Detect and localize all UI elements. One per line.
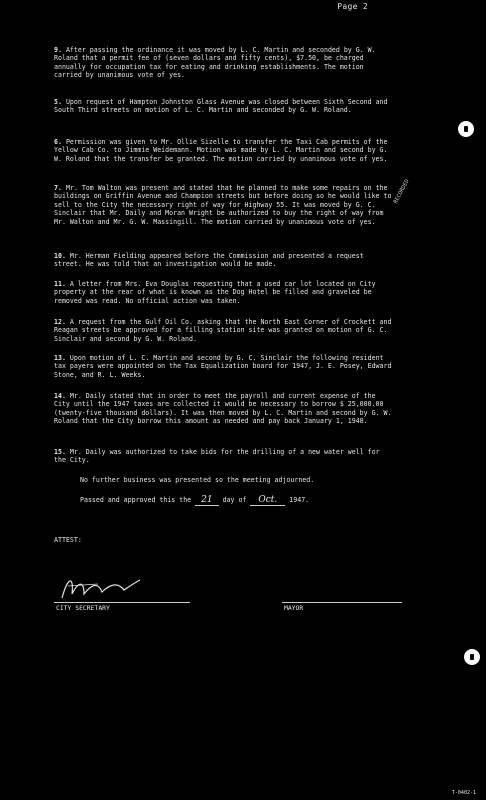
- handwritten-month: Oct.: [250, 495, 285, 506]
- corner-code: T-0402-1: [451, 790, 476, 796]
- side-stamp: RECORDED: [393, 178, 411, 205]
- passed-approved-line: Passed and approved this the 21 day of Oct. 1947.: [80, 495, 310, 505]
- paragraph-5: 5. Upon request of Hampton Johnston Glass Avenue was closed between Sixth Second and South Third streets on motion of L. C. Martin and seconded by G. W. Roland.: [54, 98, 388, 115]
- paragraph-7: 7. Mr. Tom Walton was present and stated that he planned to make some repairs on the buildings on Griffin Avenue and Champion streets but before doing so he would like to sell to the City the necessary right of way for Highway 55. It was moved by G. C. Sinclair that Mr. Daily and Moran Wright be authorized to buy the right of way from Mr. Walton and Mr. G. W. Massingill. The motion carried by unanimous vote of yes.: [54, 184, 392, 226]
- page-number: Page 2: [337, 2, 368, 11]
- attest-label: ATTEST:: [54, 536, 82, 544]
- paragraph-13: 13. Upon motion of L. C. Martin and second by G. C. Sinclair the following resident tax payers were appointed on the Tax Equalization board for 1947, J. E. Posey, Edward Stone, and R. L. Weeks.: [54, 354, 392, 379]
- secretary-signature-line: [54, 602, 190, 603]
- paragraph-14: 14. Mr. Daily stated that in order to meet the payroll and current expense of the City until the 1947 taxes are collected it would be necessary to borrow $ 25,000.00 (twenty-five thousand dollars). It was then moved by L. C. Martin and second by G. W. Roland that the City borrow this amount as needed and pay back January 1, 1948.: [54, 392, 392, 426]
- handwritten-signature: [58, 572, 144, 604]
- paragraph-12: 12. A request from the Gulf Oil Co. asking that the North East Corner of Crockett and Reagan streets be approved for a filling station site was granted on motion of G. C. Sinclair and second by G. W. Roland.: [54, 318, 392, 343]
- mayor-signature-line: [282, 602, 402, 603]
- mayor-caption: MAYOR: [284, 604, 304, 612]
- paragraph-15: 15. Mr. Daily was authorized to take bids for the drilling of a new water well for the City.: [54, 448, 380, 465]
- paragraph-11: 11. A letter from Mrs. Eva Douglas requesting that a used car lot located on City property at the rear of what is known as the Dog Hotel be filled and graveled be removed was read. No official action was taken.: [54, 280, 376, 305]
- secretary-caption: CITY SECRETARY: [56, 604, 110, 612]
- paragraph-6: 6. Permission was given to Mr. Ollie Sizelle to transfer the Taxi Cab permits of the Yellow Cab Co. to Jimmie Weidemann. Motion was made by L. C. Martin and second by G. W. Roland that the transfer be granted. The motion carried by unanimous vote of yes.: [54, 138, 388, 163]
- handwritten-day: 21: [195, 495, 218, 506]
- punch-hole-icon: [464, 649, 480, 665]
- closing-statement: No further business was presented so the meeting adjourned.: [80, 476, 315, 484]
- paragraph-9: 9. After passing the ordinance it was moved by L. C. Martin and seconded by G. W. Roland that a permit fee of (seven dollars and fifty cents), $7.50, be charged annually for occupation tax for eating and drinking establishments. The motion carried by unanimous vote of yes.: [54, 46, 376, 80]
- punch-hole-icon: [458, 121, 474, 137]
- paragraph-10: 10. Mr. Herman Fielding appeared before the Commission and presented a request street. He was told that an investigation would be made.: [54, 252, 364, 269]
